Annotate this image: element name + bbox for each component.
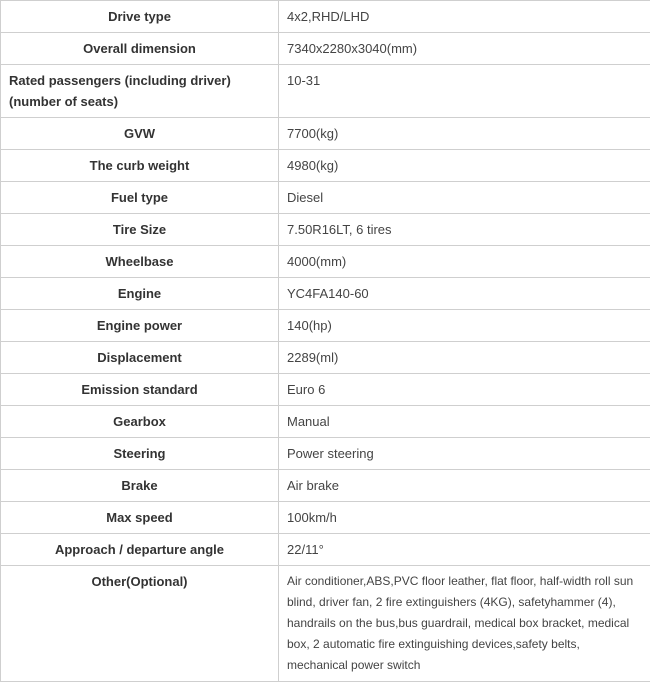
spec-label: Drive type xyxy=(1,1,279,33)
table-row xyxy=(1,566,650,682)
table-row xyxy=(1,65,650,118)
spec-label: Fuel type xyxy=(1,182,279,214)
table-row xyxy=(1,33,650,65)
spec-label: Approach / departure angle xyxy=(1,534,279,566)
spec-value: 7.50R16LT, 6 tires xyxy=(279,214,650,246)
spec-label: GVW xyxy=(1,118,279,150)
spec-value: 2289(ml) xyxy=(279,342,650,374)
table-row xyxy=(1,310,650,342)
spec-value: 4000(mm) xyxy=(279,246,650,278)
spec-value: Manual xyxy=(279,406,650,438)
table-row xyxy=(1,534,650,566)
spec-label: Max speed xyxy=(1,502,279,534)
table-row xyxy=(1,150,650,182)
spec-label: Steering xyxy=(1,438,279,470)
spec-label: Gearbox xyxy=(1,406,279,438)
spec-label: Other(Optional) xyxy=(1,566,279,682)
spec-label: Tire Size xyxy=(1,214,279,246)
table-row xyxy=(1,278,650,310)
table-row xyxy=(1,470,650,502)
spec-label: Engine xyxy=(1,278,279,310)
spec-label: Rated passengers (including driver) (number of seats) xyxy=(1,65,279,118)
spec-value: Power steering xyxy=(279,438,650,470)
table-row xyxy=(1,374,650,406)
spec-value: 4x2,RHD/LHD xyxy=(279,1,650,33)
spec-label: Engine power xyxy=(1,310,279,342)
table-row xyxy=(1,1,650,33)
spec-value: Air brake xyxy=(279,470,650,502)
spec-value: YC4FA140-60 xyxy=(279,278,650,310)
spec-value: 7700(kg) xyxy=(279,118,650,150)
spec-value: 4980(kg) xyxy=(279,150,650,182)
spec-value: 7340x2280x3040(mm) xyxy=(279,33,650,65)
spec-label: Wheelbase xyxy=(1,246,279,278)
spec-label: The curb weight xyxy=(1,150,279,182)
table-row xyxy=(1,246,650,278)
spec-value: 140(hp) xyxy=(279,310,650,342)
table-row xyxy=(1,406,650,438)
table-row xyxy=(1,342,650,374)
spec-label: Emission standard xyxy=(1,374,279,406)
spec-value: Air conditioner,ABS,PVC floor leather, flat floor, half-width roll sun blind, driver fan, 2 fire extinguishers (4KG), safetyhammer (4), handrails on the bus,bus guardrail, medical box bracket, medical box, 2 automatic fire extinguishing devices,safety belts, mechanical power switch xyxy=(279,566,650,682)
spec-value: 22/11° xyxy=(279,534,650,566)
table-row xyxy=(1,182,650,214)
table-row xyxy=(1,118,650,150)
table-row xyxy=(1,502,650,534)
spec-label: Overall dimension xyxy=(1,33,279,65)
spec-label: Brake xyxy=(1,470,279,502)
spec-value: Euro 6 xyxy=(279,374,650,406)
table-row xyxy=(1,438,650,470)
spec-value: 100km/h xyxy=(279,502,650,534)
spec-value: 10-31 xyxy=(279,65,650,118)
spec-label: Displacement xyxy=(1,342,279,374)
table-row xyxy=(1,214,650,246)
spec-value: Diesel xyxy=(279,182,650,214)
